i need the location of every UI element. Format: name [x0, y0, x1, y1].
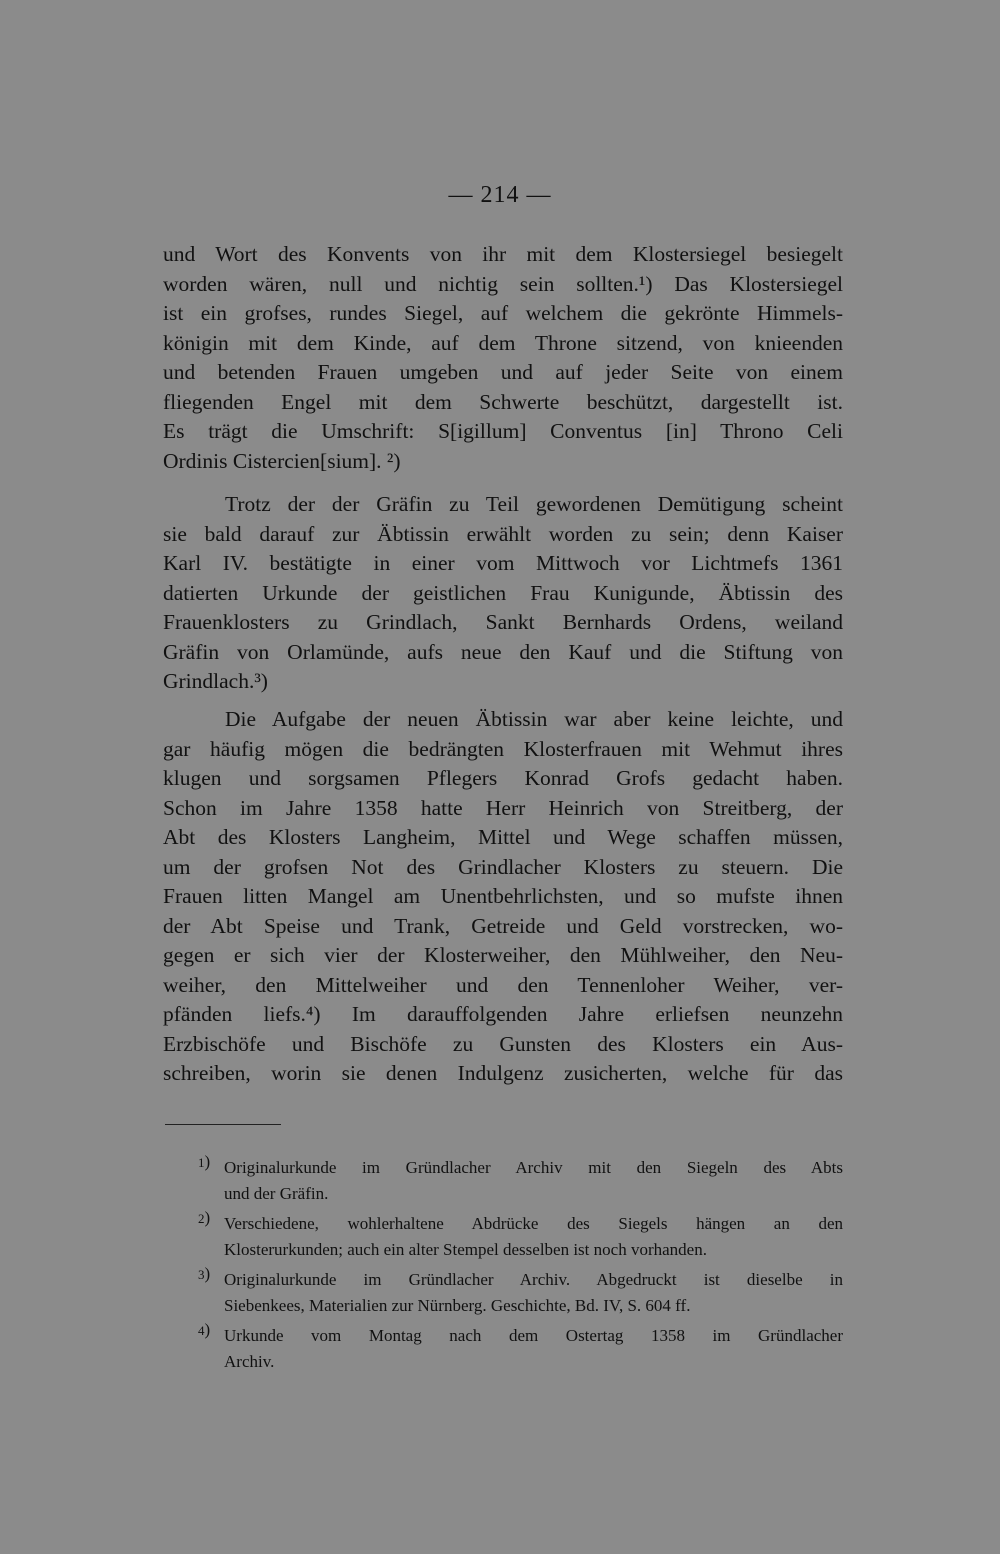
footnote-line: Originalurkunde im Gründlacher Archiv. Abgedruckt ist dieselbe in [224, 1270, 843, 1289]
footnote-line: Siebenkees, Materialien zur Nürnberg. Geschichte, Bd. IV, S. 604 ff. [224, 1296, 691, 1315]
text-line: Trotz der der Gräfin zu Teil gewordenen Demütigung scheint [225, 492, 843, 516]
footnote [198, 1320, 843, 1375]
text-line: klugen und sorgsamen Pflegers Konrad Grofs gedacht haben. [163, 766, 843, 790]
text-line: sie bald darauf zur Äbtissin erwählt worden zu sein; denn Kaiser [163, 521, 843, 546]
paragraph [163, 240, 843, 476]
text-line: um der grofsen Not des Grindlacher Klosters zu steuern. Die [163, 854, 843, 879]
footnote-line: Originalurkunde im Gründlacher Archiv mit den Siegeln des Abts [224, 1158, 843, 1177]
footnote-separator [165, 1124, 281, 1125]
paragraph [163, 705, 843, 1089]
footnote [198, 1152, 843, 1207]
text-line: Ordinis Cistercien[sium]. ²) [163, 448, 401, 473]
paragraph [163, 490, 843, 697]
text-line: datierten Urkunde der geistlichen Frau Kunigunde, Äbtissin des [163, 580, 843, 605]
footnote-marker: 2) [198, 1208, 211, 1227]
text-line: und betenden Frauen umgeben und auf jeder Seite von einem [163, 360, 843, 384]
text-line: königin mit dem Kinde, auf dem Throne sitzend, von knieenden [163, 330, 843, 355]
text-line: Abt des Klosters Langheim, Mittel und Wege schaffen müssen, [163, 825, 843, 849]
text-line: ist ein grofses, rundes Siegel, auf welchem die gekrönte Himmels- [163, 301, 843, 325]
page-number: — 214 — [448, 182, 552, 208]
text-line: Karl IV. bestätigte in einer vom Mittwoch vor Lichtmefs 1361 [163, 551, 843, 575]
text-line: der Abt Speise und Trank, Getreide und Geld vorstrecken, wo- [163, 913, 843, 938]
footnote [198, 1264, 843, 1319]
footnote-line: Urkunde vom Montag nach dem Ostertag 1358 im Gründlacher [224, 1326, 843, 1345]
text-line: Gräfin von Orlamünde, aufs neue den Kauf und die Stiftung von [163, 639, 843, 664]
footnote-marker: 4) [198, 1320, 211, 1339]
text-line: gar häufig mögen die bedrängten Klosterfrauen mit Wehmut ihres [163, 736, 843, 761]
text-line: Frauen litten Mangel am Unentbehrlichsten, und so mufste ihnen [163, 884, 843, 908]
text-line: und Wort des Konvents von ihr mit dem Klostersiegel besiegelt [163, 242, 843, 266]
text-line: Es trägt die Umschrift: S[igillum] Conventus [in] Throno Celi [163, 419, 843, 443]
footnote-line: Klosterurkunden; auch ein alter Stempel desselben ist noch vorhanden. [224, 1240, 707, 1259]
text-line: Frauenklosters zu Grindlach, Sankt Bernhards Ordens, weiland [163, 610, 843, 634]
footnote-line: und der Gräfin. [224, 1184, 329, 1203]
text-line: worden wären, null und nichtig sein sollten.¹) Das Klostersiegel [163, 271, 843, 296]
footnote-marker: 3) [198, 1264, 211, 1283]
footnote-marker: 1) [198, 1152, 211, 1171]
text-line: gegen er sich vier der Klosterweiher, den Mühlweiher, den Neu- [163, 943, 843, 967]
footnote-line: Verschiedene, wohlerhaltene Abdrücke des Siegels hängen an den [224, 1214, 843, 1233]
footnote-line: Archiv. [224, 1352, 275, 1371]
text-line: Erzbischöfe und Bischöfe zu Gunsten des Klosters ein Aus- [163, 1031, 843, 1056]
text-line: Grindlach.³) [163, 669, 268, 693]
text-line: Die Aufgabe der neuen Äbtissin war aber keine leichte, und [225, 707, 843, 731]
footnotes [198, 1152, 843, 1379]
text-line: pfänden liefs.⁴) Im darauffolgenden Jahre erliefsen neunzehn [163, 1002, 843, 1026]
footnote [198, 1208, 843, 1263]
text-line: weiher, den Mittelweiher und den Tennenloher Weiher, ver- [163, 972, 843, 997]
text-line: fliegenden Engel mit dem Schwerte beschützt, dargestellt ist. [163, 389, 843, 414]
text-line: Schon im Jahre 1358 hatte Herr Heinrich von Streitberg, der [163, 795, 843, 820]
text-line: schreiben, worin sie denen Indulgenz zusicherten, welche für das [163, 1061, 843, 1085]
